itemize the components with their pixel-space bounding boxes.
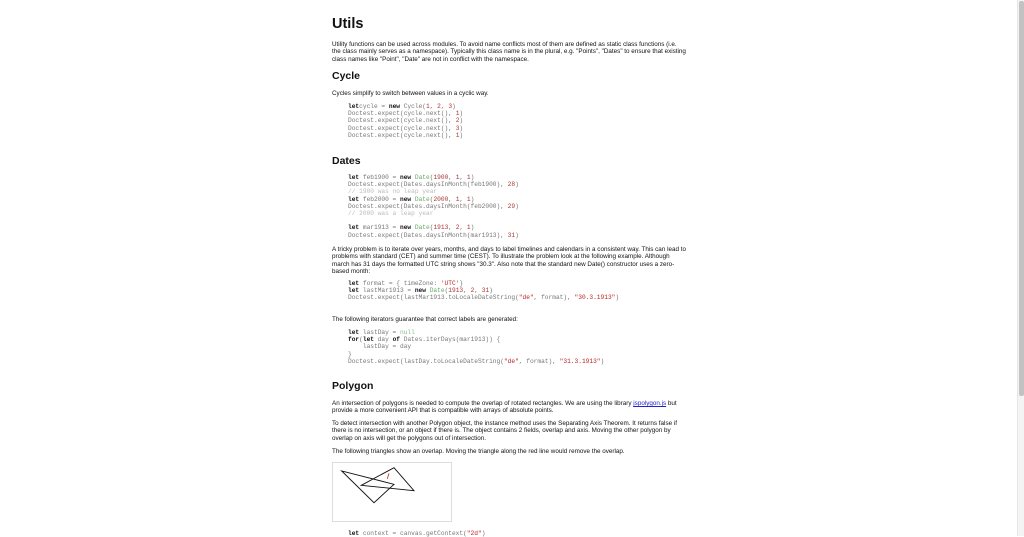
code-token: Doctest.expect(lastDay.toLocaleDateString( — [348, 357, 504, 365]
code-token: ) — [489, 287, 493, 295]
code-token: ) — [515, 231, 519, 239]
code-token: day — [374, 336, 393, 344]
code-token: cycle = — [359, 103, 389, 110]
code-token: ( — [359, 336, 363, 344]
polygon-text-before: An intersection of polygons is needed to compute the overlap of rotated rectangles. We are using the library — [332, 400, 634, 407]
code-token: , — [429, 103, 438, 110]
code-line — [348, 336, 702, 343]
code-token: ( — [429, 195, 434, 203]
code-token: let — [348, 195, 360, 203]
code-token: 1913 — [433, 224, 449, 232]
code-token: 'UTC' — [440, 280, 460, 287]
code-token: Doctest.expect(Dates.daysInMonth(mar1913), — [348, 231, 508, 239]
dates-code-block-3 — [332, 329, 702, 365]
code-token: "31.3.1913" — [559, 357, 601, 365]
jspolygon-link[interactable]: jspolygon.js — [633, 400, 667, 407]
code-token: ) — [452, 103, 456, 110]
vertical-scrollbar[interactable] — [1017, 0, 1024, 536]
code-token: let — [362, 336, 374, 344]
code-token: , — [440, 103, 449, 110]
code-token: let — [348, 530, 360, 537]
dates-paragraph-2: The following iterators guarantee that correct labels are generated: — [332, 316, 518, 323]
code-token: ) — [615, 294, 620, 302]
code-token: 1 — [455, 174, 460, 181]
code-token: let — [348, 280, 360, 287]
code-token: } — [459, 280, 464, 287]
page-title: Utils — [332, 16, 364, 32]
code-token: Doctest.expect(cycle.next(), — [348, 124, 456, 132]
code-token: let — [348, 329, 360, 336]
triangles-canvas[interactable] — [332, 462, 452, 522]
dates-paragraph-1: A tricky problem is to iterate over years, months, and days to label timelines and calendars in a consistent way. This can lead to problems with standard (CET) and summer time (CEST). To illustrate the problem look at the following example. Although march has 31 days the formatted UTC string shows "30.3". Also note that the standard new Date() constructor uses a zero-based month: — [332, 246, 686, 276]
code-token: ) — [515, 202, 519, 210]
dates-code-block-2 — [332, 280, 702, 302]
code-token: lastDay = day — [348, 343, 412, 351]
code-token: 29 — [507, 202, 516, 210]
code-token: 1 — [466, 174, 471, 181]
code-token: lastDay = — [359, 329, 400, 336]
code-token: new — [400, 174, 412, 181]
code-token: Doctest.expect(Dates.daysInMonth(feb1900), — [348, 181, 508, 189]
code-token: 1 — [466, 195, 471, 203]
code-token: "2d" — [466, 530, 482, 537]
code-token: , — [448, 174, 456, 181]
code-token: new — [388, 103, 400, 110]
code-token: Date — [411, 174, 430, 181]
scrollbar-thumb[interactable] — [1019, 1, 1024, 396]
code-token: for — [348, 336, 360, 344]
code-token: ) — [459, 117, 464, 125]
code-token: let — [348, 287, 360, 295]
code-token: , — [459, 195, 467, 203]
code-token: Date — [411, 195, 430, 203]
code-line — [348, 117, 702, 124]
code-token: new — [414, 287, 426, 295]
code-token: ) — [459, 110, 464, 118]
code-token: , — [463, 287, 471, 295]
code-line — [348, 188, 702, 195]
code-token: null — [400, 329, 415, 336]
code-token: let — [348, 103, 360, 110]
cycle-code-block — [332, 103, 702, 139]
code-token: let — [348, 174, 360, 181]
code-token: 1 — [455, 110, 460, 118]
code-token: ) — [459, 131, 464, 139]
code-token: Doctest.expect(cycle.next(), — [348, 117, 456, 125]
code-token: 2 — [470, 287, 475, 295]
code-line — [348, 203, 702, 210]
code-line — [348, 287, 702, 294]
triangle-a — [342, 471, 394, 503]
code-line — [348, 224, 702, 231]
code-line — [348, 294, 702, 301]
code-token: // 1900 was no leap year — [348, 188, 438, 196]
code-token: Cycle( — [400, 103, 426, 110]
code-token: 1 — [426, 103, 430, 110]
code-token: 1900 — [433, 174, 449, 181]
code-line — [348, 196, 702, 203]
code-token: 2000 — [433, 195, 449, 203]
polygon-paragraph-3: The following triangles show an overlap. Moving the triangle along the red line would remove the overlap. — [332, 448, 625, 455]
code-token: 3 — [455, 124, 460, 132]
code-token: , — [459, 224, 467, 232]
code-token: Doctest.expect(lastMar1913.toLocaleDateString( — [348, 294, 519, 302]
code-token: Dates.iterDays(mar1913)) { — [400, 336, 501, 344]
code-token: feb1900 = — [359, 174, 400, 181]
code-token: Doctest.expect(Dates.daysInMonth(feb2000), — [348, 202, 508, 210]
code-token: 3 — [448, 103, 453, 110]
overlap-vector-line — [387, 473, 389, 478]
code-token: , — [459, 174, 467, 181]
code-token: 1 — [466, 224, 471, 232]
code-token: // 2000 was a leap year — [348, 210, 434, 218]
code-token: , format), — [533, 294, 575, 302]
code-token: Date — [411, 224, 430, 232]
polygon-paragraph-1 — [332, 400, 686, 415]
code-line — [348, 217, 702, 224]
code-token: ) — [459, 124, 464, 132]
code-token: ( — [429, 174, 434, 181]
code-token: 31 — [507, 231, 516, 239]
dates-heading: Dates — [332, 155, 361, 167]
code-token: 1 — [455, 131, 460, 139]
code-token: 1 — [455, 195, 460, 203]
code-token: context = canvas.getContext( — [359, 530, 467, 537]
code-token: , — [448, 224, 456, 232]
code-token: "de" — [503, 357, 519, 365]
code-token: 1913 — [448, 287, 464, 295]
code-token: format = { timeZone: — [359, 280, 441, 287]
code-line — [348, 174, 702, 181]
code-line — [348, 358, 702, 365]
code-token: ) — [600, 357, 605, 365]
code-token: Date — [425, 287, 445, 295]
code-token: 2 — [437, 103, 441, 110]
code-line — [348, 329, 702, 336]
code-token: Doctest.expect(cycle.next(), — [348, 131, 456, 139]
polygon-text-after: but provide a more convenient API that is compatible with arrays of absolute points. — [332, 400, 677, 415]
code-line — [348, 103, 702, 110]
triangle-b — [361, 468, 414, 491]
code-token: mar1913 = — [359, 224, 400, 232]
code-line — [348, 232, 702, 239]
code-line — [348, 343, 702, 350]
intro-paragraph: Utility functions can be used across modules. To avoid name conflicts most of them are defined as static class functions (i.e. the class mainly serves as a namespace). Typically this class name is in the plural, e.g. "Points", "Dates" to ensure that existing class names like "Point", "Date" are not in conflict with the namespace. — [332, 41, 686, 63]
code-token: 2 — [455, 224, 460, 232]
code-token: let — [348, 224, 360, 232]
code-line — [348, 181, 702, 188]
code-token: } — [348, 350, 352, 358]
code-token: ) — [481, 530, 486, 537]
polygon-heading: Polygon — [332, 380, 374, 392]
code-token: lastMar1913 = — [359, 287, 415, 295]
dates-code-block-1 — [332, 174, 702, 239]
code-token: ) — [470, 174, 475, 181]
code-line — [348, 132, 702, 139]
code-token: ) — [470, 224, 475, 232]
code-token: ( — [444, 287, 449, 295]
code-line — [348, 351, 702, 358]
code-token: of — [392, 336, 401, 344]
code-token: feb2000 = — [359, 195, 400, 203]
code-token: , — [448, 195, 456, 203]
code-token: 31 — [481, 287, 490, 295]
code-line — [348, 280, 702, 287]
code-token: Doctest.expect(cycle.next(), — [348, 110, 456, 118]
code-line — [348, 110, 702, 117]
code-token: new — [400, 224, 412, 232]
code-line — [348, 210, 702, 217]
code-token: ( — [429, 224, 434, 232]
code-token: , format), — [518, 357, 560, 365]
cycle-heading: Cycle — [332, 70, 361, 82]
code-token: ) — [470, 195, 475, 203]
code-token: , — [474, 287, 482, 295]
polygon-paragraph-2: To detect intersection with another Polygon object, the instance method uses the Separating Axis Theorem. It returns false if there is no intersection, or an object if there is. The object contains 2 fields, overlap and axis. Moving the other polygon by overlap on axis will get the polygons out of intersection. — [332, 420, 678, 442]
code-token: 2 — [455, 117, 460, 125]
cycle-paragraph: Cycles simplify to switch between values in a cyclic way. — [332, 90, 489, 97]
code-line — [348, 125, 702, 132]
code-token: new — [400, 195, 412, 203]
code-token: 28 — [507, 181, 516, 189]
code-token: "de" — [518, 294, 534, 302]
code-token: "30.3.1913" — [574, 294, 616, 302]
code-token: ) — [515, 181, 519, 189]
